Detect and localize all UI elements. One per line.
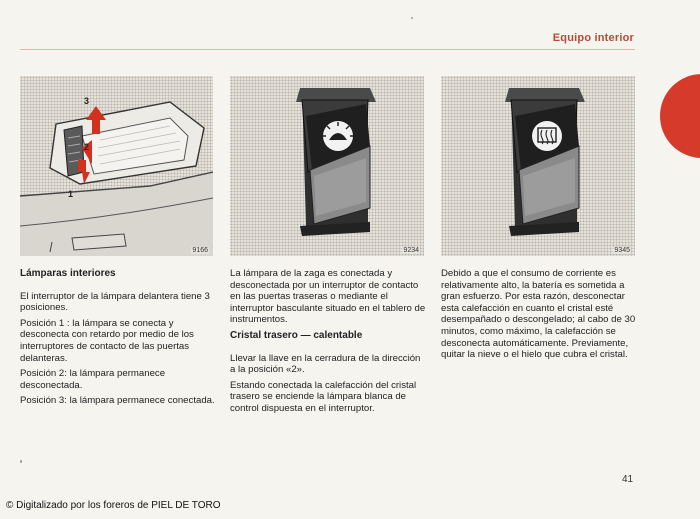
interior-lamp-illustration xyxy=(20,76,213,256)
figure-number: 9166 xyxy=(192,247,208,254)
print-speck xyxy=(20,460,22,463)
paragraph: Estando conectada la calefacción del cristal trasero se enciende la lámpara blanca de control dispuesta en el interruptor. xyxy=(230,379,417,414)
column-battery-note xyxy=(441,268,636,365)
paragraph: Posición 1 : la lámpara se conecta y desconecta con retardo por medio de los interruptores de contacto de las puertas delanteras. xyxy=(20,317,194,364)
paragraph: Debido a que el consumo de corriente es relativamente alto, la batería es sometida a gran esfuerzo. Por esta razón, desconectar esta calefacción en cuanto el cristal esté desempañado o descongelado; al cabo de 30 minutos, como máximo, la calefacción se desconecta automáticamente. Previamente, quitar la nieve o el hielo que cubra el cristal. xyxy=(441,268,636,361)
paragraph: Posición 2: la lámpara permanece desconectada. xyxy=(20,368,166,391)
figure-number: 9234 xyxy=(403,247,419,254)
paragraph: Posición 3: la lámpara permanece conectada. xyxy=(20,395,215,407)
lamp-rocker-switch-illustration xyxy=(230,76,424,256)
interior-lamp-figure xyxy=(20,76,213,256)
column-rear-lamp-and-heater xyxy=(230,268,426,419)
figure-number: 9345 xyxy=(614,247,630,254)
rear-window-heater-switch-illustration xyxy=(441,76,635,256)
print-speck xyxy=(411,17,413,19)
page-number: 41 xyxy=(622,474,634,485)
position-2-label: 2 xyxy=(84,142,90,152)
section-tab-marker xyxy=(660,74,700,158)
position-1-label: 1 xyxy=(68,189,74,199)
position-3-label: 3 xyxy=(84,96,90,106)
header-rule xyxy=(20,49,635,50)
section-heading: Cristal trasero — calentable xyxy=(230,329,363,341)
paragraph: La lámpara de la zaga es conectada y desconectada por un interruptor de contacto en las puertas traseras o mediante el interruptor basculante situado en el tablero de instrumentos. xyxy=(230,268,426,326)
lamp-rocker-switch-figure xyxy=(230,76,424,256)
section-title: Equipo interior xyxy=(552,32,634,44)
paragraph: Llevar la llave en la cerradura de la dirección a la posición «2». xyxy=(230,352,421,376)
rear-window-heater-switch-figure xyxy=(441,76,635,256)
column-interior-lamps xyxy=(20,268,216,411)
paragraph: El interruptor de la lámpara delantera tiene 3 posiciones. xyxy=(20,290,210,314)
scan-credit: © Digitalizado por los foreros de PIEL DE TORO xyxy=(6,500,221,511)
section-heading: Lámparas interiores xyxy=(20,268,116,279)
